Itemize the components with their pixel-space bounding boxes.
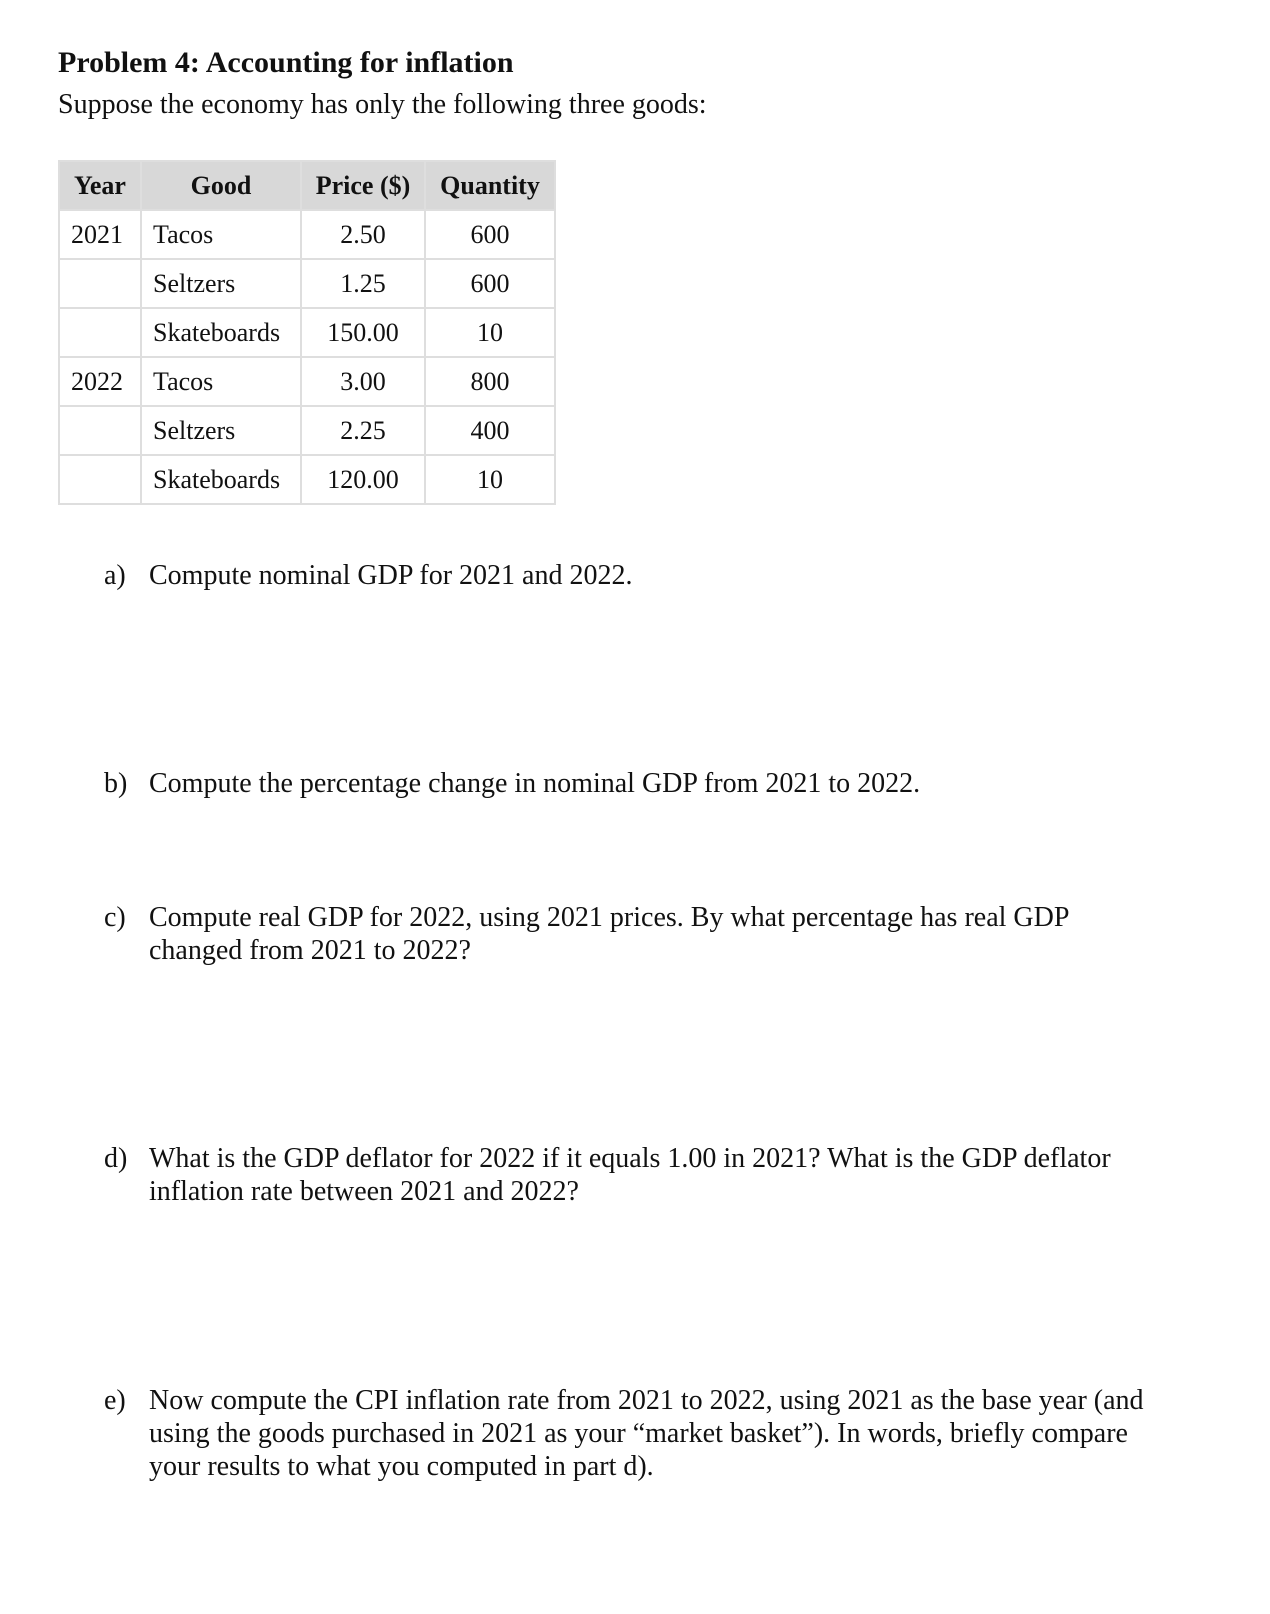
cell-year <box>59 259 141 308</box>
question-a <box>104 559 1164 592</box>
cell-price: 150.00 <box>301 308 425 357</box>
cell-price: 120.00 <box>301 455 425 504</box>
problem-title: Problem 4: Accounting for inflation <box>58 46 514 79</box>
cell-quantity: 800 <box>425 357 555 406</box>
question-e <box>104 1384 1164 1483</box>
cell-quantity: 600 <box>425 210 555 259</box>
header-year: Year <box>59 161 141 210</box>
header-good: Good <box>141 161 301 210</box>
cell-quantity: 600 <box>425 259 555 308</box>
table-row <box>59 406 555 455</box>
question-c <box>104 901 1164 967</box>
question-letter: a) <box>104 560 126 591</box>
cell-price: 3.00 <box>301 357 425 406</box>
question-b <box>104 767 1164 800</box>
table-row <box>59 357 555 406</box>
question-text: Now compute the CPI inflation rate from 2021 to 2022, using 2021 as the base year (and using the goods purchased in 2021 as your “market basket”). In words, briefly compare your results to what you computed in part d). <box>149 1385 1144 1482</box>
cell-year <box>59 406 141 455</box>
cell-price: 2.50 <box>301 210 425 259</box>
cell-good: Skateboards <box>141 455 301 504</box>
question-text: What is the GDP deflator for 2022 if it equals 1.00 in 2021? What is the GDP deflator inflation rate between 2021 and 2022? <box>149 1143 1111 1207</box>
header-price: Price ($) <box>301 161 425 210</box>
table-row <box>59 210 555 259</box>
table-row <box>59 455 555 504</box>
goods-table <box>58 160 556 505</box>
header-quantity: Quantity <box>425 161 555 210</box>
cell-quantity: 400 <box>425 406 555 455</box>
question-letter: d) <box>104 1143 128 1174</box>
question-d <box>104 1142 1164 1208</box>
cell-year <box>59 455 141 504</box>
cell-year: 2021 <box>59 210 141 259</box>
problem-intro: Suppose the economy has only the following three goods: <box>58 89 707 120</box>
cell-good: Skateboards <box>141 308 301 357</box>
cell-year: 2022 <box>59 357 141 406</box>
cell-quantity: 10 <box>425 308 555 357</box>
table-header-row <box>59 161 555 210</box>
cell-good: Tacos <box>141 210 301 259</box>
cell-year <box>59 308 141 357</box>
cell-good: Seltzers <box>141 259 301 308</box>
cell-quantity: 10 <box>425 455 555 504</box>
question-text: Compute nominal GDP for 2021 and 2022. <box>149 560 633 591</box>
table-row <box>59 308 555 357</box>
question-letter: e) <box>104 1385 126 1416</box>
cell-price: 1.25 <box>301 259 425 308</box>
cell-price: 2.25 <box>301 406 425 455</box>
question-text: Compute real GDP for 2022, using 2021 prices. By what percentage has real GDP changed from 2021 to 2022? <box>149 902 1069 966</box>
table-row <box>59 259 555 308</box>
question-text: Compute the percentage change in nominal GDP from 2021 to 2022. <box>149 768 921 799</box>
question-letter: b) <box>104 768 128 799</box>
question-letter: c) <box>104 902 126 933</box>
cell-good: Seltzers <box>141 406 301 455</box>
cell-good: Tacos <box>141 357 301 406</box>
